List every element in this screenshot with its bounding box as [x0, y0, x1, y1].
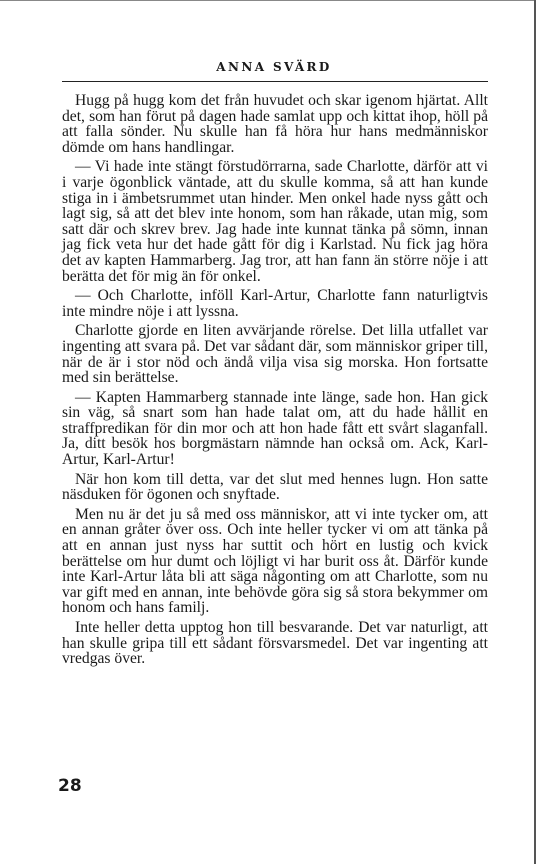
paragraph: — Kapten Hammarberg stannade inte länge, sade hon. Han gick sin väg, så snart som han hade talat om, att du hade hållit en straffpredikan för din mor och att hon hade fått ett svårt slaganfall. Ja, ditt besök hos borgmästarn nämnde han också om. Ack, Karl-Artur, Karl-Artur!	[62, 388, 488, 469]
page-top-edge	[0, 0, 536, 1]
paragraph: När hon kom till detta, var det slut med hennes lugn. Hon satte näsduken för ögonen och snyftade.	[62, 470, 488, 504]
paragraph: Men nu är det ju så med oss människor, att vi inte tycker om, att en annan gråter över oss. Och inte heller tycker vi om att tänka på att en annan just nyss har suttit och hört en lustig och kvick berättelse om hur dumt och löjligt vi har burit oss åt. Därför kunde inte Karl-Artur låta bli att säga någonting om att Charlotte, som nu var gift med en annan, inte behövde göra sig så stora bekymmer om honom och hans familj.	[62, 505, 488, 617]
page-number: 28	[58, 776, 82, 796]
header-rule	[62, 81, 488, 82]
paragraph: Inte heller detta upptog hon till besvarande. Det var naturligt, att han skulle gripa till ett sådant försvarsmedel. Det var ingenting att vredgas över.	[62, 619, 488, 668]
paragraph: Charlotte gjorde en liten avvärjande rörelse. Det lilla utfallet var ingenting att svara på. Det var sådant där, som människor griper till, när de är i stor nöd och ändå vilja visa sig morska. Hon fortsatte med sin berättelse.	[62, 322, 488, 387]
paragraph: — Vi hade inte stängt förstudörrarna, sade Charlotte, därför att vi i varje ögonblick väntade, att du skulle komma, så att han kunde stiga in i ämbetsrummet utan hinder. Men onkel hade nyss gått och lagt sig, så att det blev inte honom, som han råkade, utan mig, som satt där och skrev brev. Jag hade inte kunnat tänka på sömn, innan jag fick veta hur det hade gått för dig i Karlstad. Nu fick jag höra det av kapten Hammarberg. Jag tror, att han fann än större nöje i att berätta det för mig än för onkel.	[62, 158, 488, 285]
paragraph: — Och Charlotte, inföll Karl-Artur, Charlotte fann naturligtvis inte mindre nöje i att lyssna.	[62, 287, 488, 320]
running-header: ANNA SVÄRD	[216, 60, 332, 74]
body-text	[62, 93, 488, 671]
paragraph: Hugg på hugg kom det från huvudet och skar igenom hjärtat. Allt det, som han förut på dagen hade samlat upp och kittat ihop, höll på att falla sönder. Nu skulle han få höra hur hans medmänniskor dömde om hans handlingar.	[62, 92, 488, 156]
